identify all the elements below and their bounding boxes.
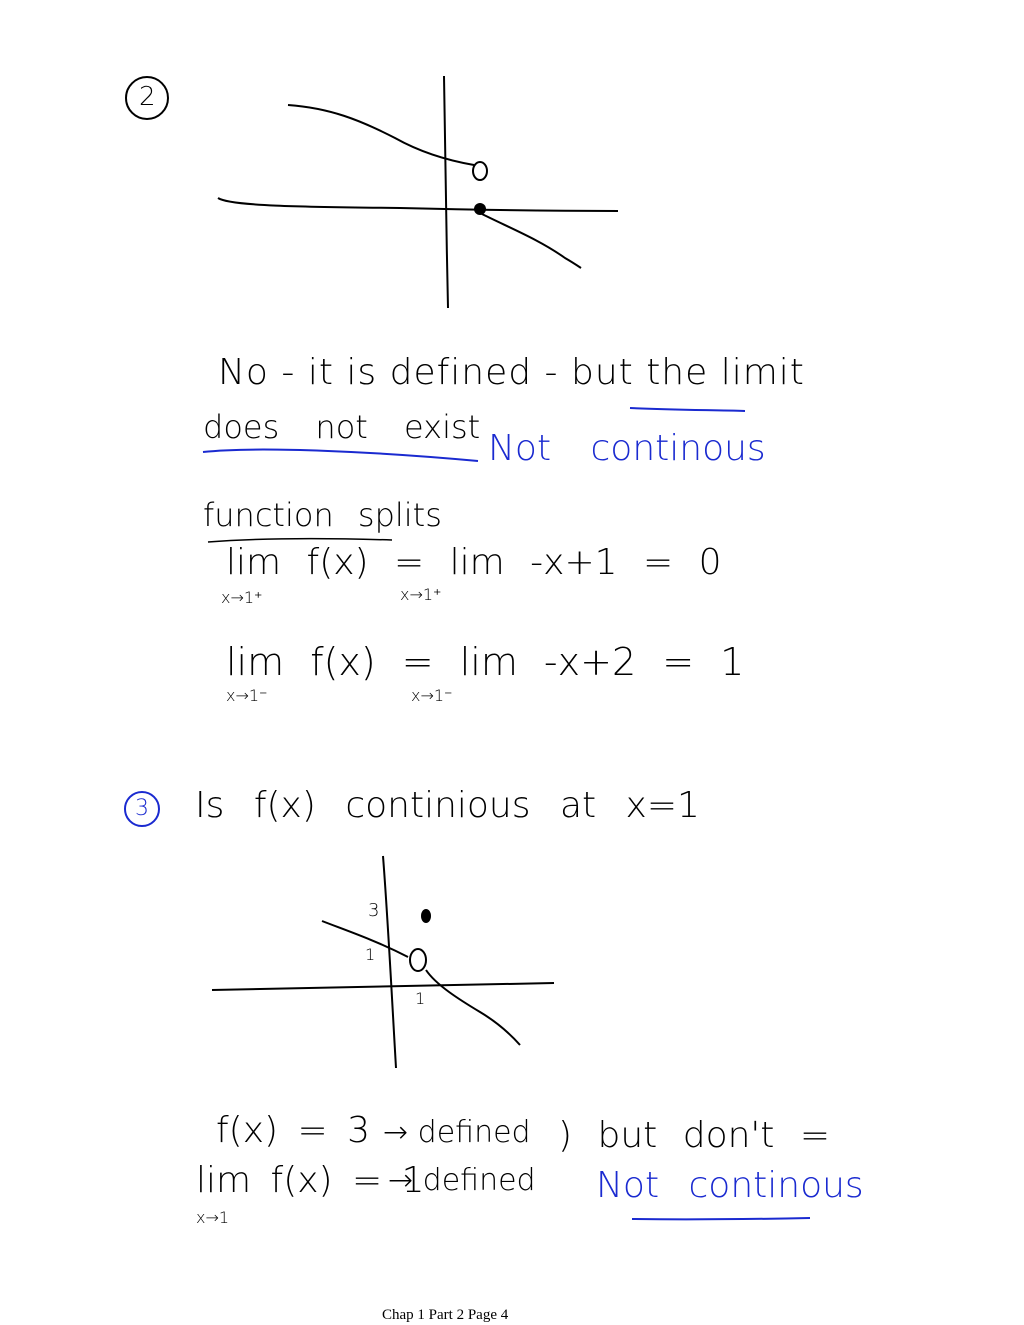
problem2-verdict: Not continous — [488, 428, 766, 469]
graph2-x-axis — [212, 983, 554, 990]
underline-not-continous — [632, 1218, 810, 1219]
graph1-open-point — [473, 162, 487, 180]
fx-defined-note: → defined — [383, 1115, 531, 1150]
graph1-lower-curve — [482, 214, 581, 268]
problem3-verdict: Not continous — [596, 1165, 864, 1206]
graph1-closed-point — [474, 203, 486, 215]
problem2-answer-line2: does not exist — [203, 408, 481, 446]
fx-value: f(x) = 3 — [216, 1110, 371, 1151]
page-footer: Chap 1 Part 2 Page 4 — [382, 1307, 509, 1323]
right-limit-subscript-b: x→1⁺ — [400, 585, 442, 604]
function-splits-label: function splits — [203, 496, 442, 534]
graph2-closed-point — [421, 909, 431, 923]
limit-defined-note: → defined — [388, 1163, 536, 1198]
left-limit-subscript-a: x→1⁻ — [226, 686, 268, 705]
underline-limit — [630, 408, 745, 411]
graph2-open-point — [410, 949, 426, 971]
left-limit-equation: lim f(x) = lim -x+2 = 1 — [226, 640, 745, 684]
underline-does-not-exist — [203, 450, 478, 461]
limit-value: lim f(x) = 1 — [196, 1160, 425, 1201]
problem-3-number: 3 — [135, 796, 149, 821]
graph1-x-axis — [218, 198, 618, 211]
graph2-label-1-y: 1 — [365, 945, 376, 964]
limit-subscript: x→1 — [196, 1208, 230, 1227]
graph2-label-3: 3 — [368, 900, 380, 921]
right-limit-equation: lim f(x) = lim -x+1 = 0 — [226, 542, 722, 583]
right-limit-subscript-a: x→1⁺ — [221, 588, 263, 607]
graph2-right-curve — [426, 970, 520, 1045]
but-dont-equal-note: ) but don't = — [558, 1115, 831, 1156]
left-limit-subscript-b: x→1⁻ — [411, 686, 453, 705]
graph2-y-axis — [383, 856, 396, 1068]
graph1-y-axis — [444, 76, 448, 308]
graph2-label-1-x: 1 — [415, 989, 426, 1008]
problem2-answer-line1: No - it is defined - but the limit — [218, 352, 805, 393]
problem3-question: Is f(x) continious at x=1 — [195, 785, 700, 826]
problem-2-number: 2 — [139, 82, 156, 112]
